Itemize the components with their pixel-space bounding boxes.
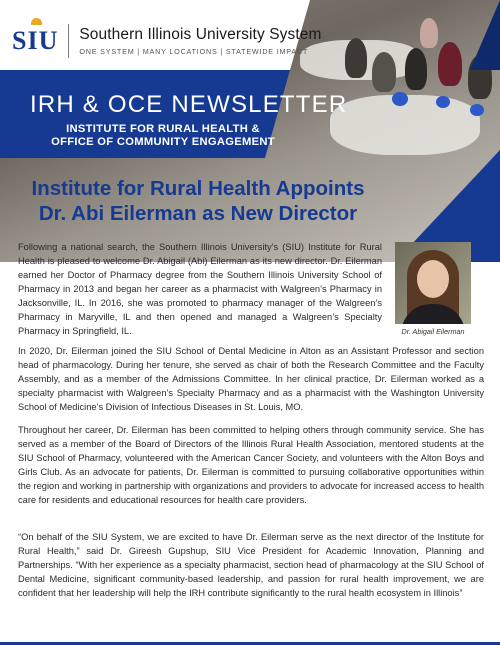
paragraph-2: In 2020, Dr. Eilerman joined the SIU School of Dental Medicine in Alton as an Assistant Professor and section head of pharmacology. During her tenure, she served as chair of both the Research Committee and the Faculty Assembly, and as a member of the Admissions Committee. In her clinical practice, Dr. Eilerman worked as a specialty pharmacist with Walgreen’s Specialty Pharmacy and as a pharmacist with the Washington University School of Medicine’s Division of Infectious Diseases in St. Louis, MO. [18,346,484,412]
sun-icon [31,18,42,25]
photo-caption: Dr. Abigail Eilerman [401,327,465,336]
paragraph-3: Throughout her career, Dr. Eilerman has been committed to helping others through community service. She has served as a member of the Board of Directors of the Illinois Rural Health Association, mentored students at the SIU School of Pharmacy, volunteered with the American Cancer Society, and volunteers with the Alton Boys and Girls Club. As an advocate for patients, Dr. Eilerman is committed to pursuing collaborative opportunities within the region and working in partnership with organizations and providers to advocate for increased access to health care for residents and educational resources for health care providers. [18,425,484,505]
siu-logo [12,24,321,58]
paragraph-1: Following a national search, the Southern Illinois University’s (SIU) Institute for Rural Health is pleased to welcome Dr. Abigail (Abi) Eilerman as its new director. Dr. Eilerman earned her Doctor of Pharmacy degree from the Southern Illinois University School of Pharmacy in 2013 and began her career as a pharmacist with Walgreen’s Pharmacy in Jacksonville, IL. In 2016, she was promoted to pharmacy manager of the Walgreen’s Pharmacy in Maryville, IL and then opened and managed a Walgreen’s Specialty Pharmacy in Springfield, IL. [18,242,382,336]
logo-divider [68,24,69,58]
subtitle-line-1: INSTITUTE FOR RURAL HEALTH & [66,123,260,135]
director-portrait [395,242,471,324]
headline-line-1: Institute for Rural Health Appoints [31,177,365,200]
article-headline [0,176,396,226]
newsletter-title: IRH & OCE NEWSLETTER [30,91,348,118]
system-name: Southern Illinois University System [79,26,322,43]
newsletter-subtitle [48,123,278,149]
siu-wordmark [12,26,58,56]
system-tagline: ONE SYSTEM | MANY LOCATIONS | STATEWIDE IMPACT [79,47,309,56]
subtitle-line-2: OFFICE OF COMMUNITY ENGAGEMENT [51,136,275,148]
headline-line-2: Dr. Abi Eilerman as New Director [38,202,358,225]
siu-letters: SIU [12,26,59,55]
paragraph-4: “On behalf of the SIU System, we are excited to have Dr. Eilerman serve as the next director of the Institute for Rural Health,” said Dr. Gireesh Gupshup, SIU Vice President for Academic Innovation, Planning and Partnerships. “With her experience as a specialty pharmacist, section head of pharmacology at the SIU School of Dental Medicine, significant community-based leadership, and passion for rural health improvement, we are confident that her leadership will help the IRH contribute significantly to the rural health ecosystem in Illinois” [18,532,484,598]
